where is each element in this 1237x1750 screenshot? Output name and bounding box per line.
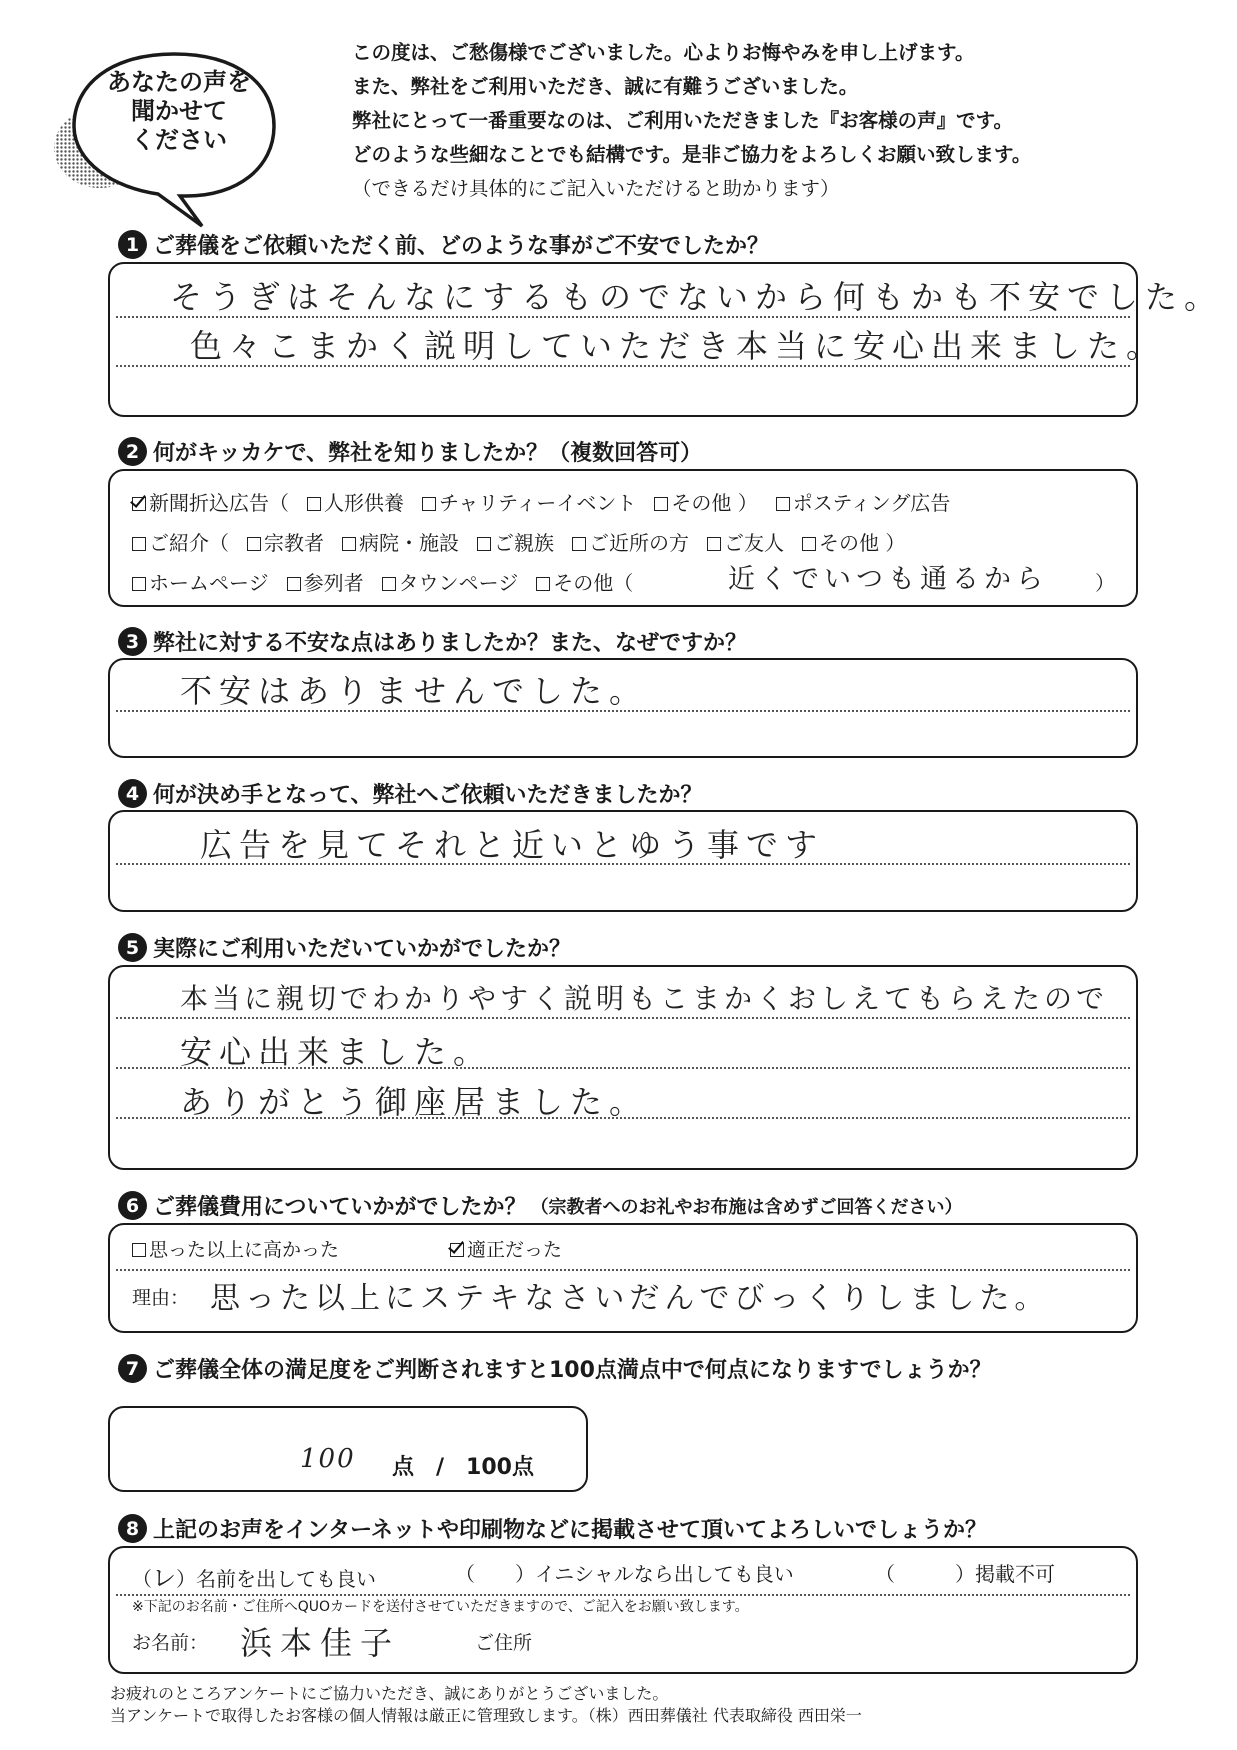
option-label: ホームページ: [149, 571, 269, 595]
option-label: チャリティーイベント: [439, 491, 637, 515]
option-label: 病院・施設: [359, 531, 459, 555]
ruled-line: [116, 1017, 1130, 1019]
question-text: ご葬儀全体の満足度をご判断されますと100点満点中で何点になりますでしょうか？: [153, 1358, 992, 1383]
other-reason-handwritten: 近くでいつも通るから: [728, 564, 1048, 595]
handwritten-answer: 本当に親切でわかりやすく説明もこまかくおしえてもらえたので: [180, 982, 1109, 1015]
checkbox[interactable]: [776, 497, 790, 511]
option-neighbors[interactable]: [572, 527, 689, 556]
publish-box: [108, 1546, 1138, 1674]
check-mark: レ: [152, 1564, 176, 1592]
ruled-line: [116, 1269, 1130, 1271]
paren-open: （ ）: [875, 1562, 975, 1586]
question-3-heading: [118, 626, 747, 657]
question-number: 5: [118, 933, 147, 962]
option-label: 人形供養: [324, 491, 404, 515]
question-number: 6: [118, 1191, 147, 1220]
option-relatives[interactable]: [477, 527, 554, 556]
address-label: ご住所: [475, 1632, 533, 1654]
intro-text: [352, 36, 1212, 206]
question-number: 1: [118, 230, 147, 259]
checkbox[interactable]: [802, 537, 816, 551]
bubble-text: [84, 68, 274, 155]
footer: [110, 1683, 862, 1727]
checkbox[interactable]: [422, 497, 436, 511]
option-newspaper[interactable]: [132, 487, 289, 516]
option-label: ポスティング広告: [792, 491, 951, 515]
intro-line: 弊社にとって一番重要なのは、ご利用いただきました『お客様の声』です。: [352, 109, 1014, 132]
score-box[interactable]: [108, 1406, 588, 1492]
answer-box-3[interactable]: [108, 658, 1138, 758]
option-label: 掲載不可: [975, 1562, 1055, 1586]
option-appropriate[interactable]: [450, 1235, 562, 1262]
checkbox[interactable]: [477, 537, 491, 551]
option-label: ご紹介（: [149, 531, 229, 555]
footer-line: お疲れのところアンケートにご協力いただき、誠にありがとうございました。: [110, 1684, 669, 1703]
option-label: ご近所の方: [589, 531, 689, 555]
intro-line: どのような些細なことでも結構です。是非ご協力をよろしくお願い致します。: [352, 143, 1032, 166]
handwritten-answer: 広告を見てそれと近いとゆう事です: [200, 826, 825, 864]
question-number: 8: [118, 1514, 147, 1543]
question-text: 何が決め手となって、弊社へご依頼いただきましたか？: [153, 783, 703, 808]
handwritten-answer: ありがとう御座居ました。: [180, 1083, 649, 1121]
handwritten-answer: 不安はありませんでした。: [180, 672, 649, 710]
option-label: 適正だった: [467, 1239, 563, 1261]
question-number: 2: [118, 437, 147, 466]
intro-line: この度は、ご愁傷様でございました。心よりお悔やみを申し上げます。: [352, 41, 975, 64]
option-label: イニシャルなら出しても良い: [535, 1562, 794, 1586]
reason-label: 理由：: [132, 1287, 190, 1309]
option-expensive[interactable]: [132, 1235, 339, 1262]
question-1-heading: [118, 229, 769, 260]
quo-card-note: ※下記のお名前・ご住所へQUOカードを送付させていただきますので、ご記入をお願い致します。: [132, 1599, 749, 1615]
bubble-line: 聞かせて: [131, 97, 227, 125]
handwritten-answer: 安心出来ました。: [180, 1033, 493, 1071]
paren-close: ）: [176, 1567, 196, 1591]
question-subtext: （宗教者へのお礼やお布施は含めずご回答ください）: [530, 1196, 963, 1218]
handwritten-name: 浜本佳子: [240, 1624, 401, 1662]
options-row-3: [132, 567, 633, 596]
question-5-heading: [118, 932, 571, 963]
options-row-2: [132, 527, 905, 556]
option-hospital[interactable]: [342, 527, 459, 556]
checkbox[interactable]: [287, 577, 301, 591]
handwritten-answer: 色々こまかく説明していただき本当に安心出来ました。: [190, 327, 1166, 365]
checkbox[interactable]: [247, 537, 261, 551]
checkbox[interactable]: [132, 497, 146, 511]
checkbox[interactable]: [450, 1243, 464, 1257]
option-posting[interactable]: [776, 487, 951, 516]
question-text: 実際にご利用いただいていかがでしたか？: [153, 937, 572, 962]
option-other[interactable]: [536, 567, 633, 596]
option-doll-memorial[interactable]: [307, 487, 404, 516]
question-text: 上記のお声をインターネットや印刷物などに掲載させて頂いてよろしいでしょうか？: [153, 1518, 988, 1543]
options-box-2: [108, 469, 1138, 607]
footer-line: 当アンケートで取得したお客様の個人情報は厳正に管理致します。（株）西田葬儀社 代表取締役 西田栄一: [110, 1706, 862, 1725]
option-label: ご友人: [724, 531, 784, 555]
question-8-heading: [118, 1513, 987, 1544]
answer-box-1[interactable]: [108, 262, 1224, 417]
option-label: 宗教者: [264, 531, 324, 555]
option-label: その他（: [553, 571, 634, 595]
question-4-heading: [118, 778, 703, 809]
checkbox[interactable]: [307, 497, 321, 511]
answer-box-4[interactable]: [108, 810, 1138, 912]
name-label: お名前：: [132, 1632, 209, 1654]
question-text: 弊社に対する不安な点はありましたか？また、なぜですか？: [153, 631, 748, 656]
handwritten-answer: そうぎはそんなにするものでないから何もかも不安でした。: [170, 278, 1224, 316]
question-number: 7: [118, 1354, 147, 1383]
option-other-ad[interactable]: [654, 487, 757, 516]
question-7-heading: [118, 1353, 992, 1384]
question-number: 3: [118, 627, 147, 656]
option-label: タウンページ: [398, 571, 519, 595]
question-text: 何がキッカケで、弊社を知りましたか？（複数回答可）: [153, 441, 703, 466]
question-2-heading: [118, 436, 702, 467]
checkbox[interactable]: [132, 577, 146, 591]
option-attendee[interactable]: [287, 567, 364, 596]
answer-box-5[interactable]: [108, 965, 1138, 1170]
option-label: ご親族: [494, 531, 554, 555]
handwritten-score: 100: [300, 1444, 356, 1474]
option-publish-name[interactable]: [132, 1558, 376, 1593]
option-label: その他 ）: [671, 491, 758, 515]
checkbox[interactable]: [572, 537, 586, 551]
bubble-line: ください: [131, 126, 227, 154]
option-label: 参列者: [303, 571, 364, 595]
option-charity[interactable]: [422, 487, 636, 516]
question-text: ご葬儀をご依頼いただく前、どのような事がご不安でしたか？: [153, 234, 770, 259]
paren-open: （ ）: [455, 1562, 535, 1586]
question-text: ご葬儀費用についていかがでしたか？: [153, 1195, 527, 1220]
option-publish-initials[interactable]: [455, 1558, 794, 1587]
close-paren: ）: [1095, 571, 1115, 595]
intro-line: （できるだけ具体的にご記入いただけると助かります）: [352, 177, 840, 200]
option-religious[interactable]: [247, 527, 324, 556]
score-suffix: 点 / 100点: [392, 1455, 534, 1480]
question-number: 4: [118, 779, 147, 808]
option-label: 思った以上に高かった: [149, 1239, 340, 1261]
options-row-1: [132, 487, 950, 516]
paren-open: （: [132, 1567, 152, 1591]
checkbox[interactable]: [342, 537, 356, 551]
checkbox[interactable]: [707, 537, 721, 551]
option-referral[interactable]: [132, 527, 229, 556]
bubble-line: あなたの声を: [107, 68, 251, 96]
option-townpage[interactable]: [382, 567, 519, 596]
question-6-heading: [118, 1190, 963, 1221]
checkbox[interactable]: [132, 537, 146, 551]
speech-bubble: [52, 30, 292, 230]
option-no-publish[interactable]: [875, 1558, 1055, 1587]
answer-box-6: [108, 1223, 1138, 1333]
option-homepage[interactable]: [132, 567, 269, 596]
checkbox[interactable]: [382, 577, 396, 591]
option-friends[interactable]: [707, 527, 784, 556]
option-other-referral[interactable]: [802, 527, 905, 556]
option-label: 新聞折込広告（: [149, 491, 289, 515]
option-label: 名前を出しても良い: [196, 1567, 376, 1591]
intro-line: また、弊社をご利用いただき、誠に有難うございました。: [352, 75, 859, 98]
handwritten-reason: 思った以上にステキなさいだんでびっくりしました。: [210, 1281, 1050, 1316]
checkbox[interactable]: [536, 577, 550, 591]
option-label: その他 ）: [819, 531, 906, 555]
checkbox[interactable]: [654, 497, 668, 511]
checkbox[interactable]: [132, 1243, 146, 1257]
